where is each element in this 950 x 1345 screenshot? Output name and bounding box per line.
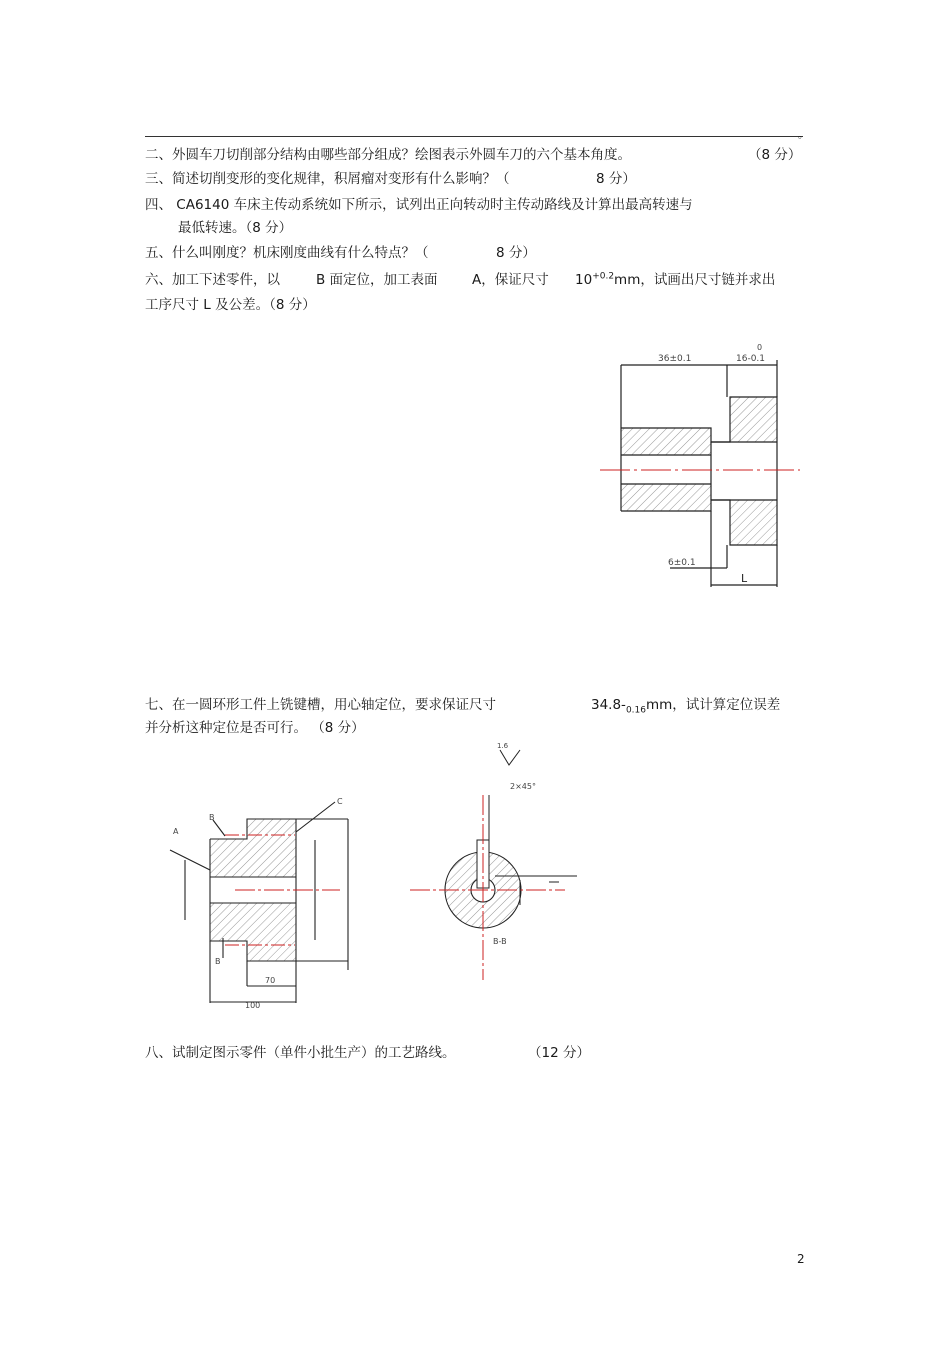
figure-2-label-A: A	[173, 827, 179, 836]
question-7-dim-base: 34.8-	[591, 697, 626, 713]
question-6-part-1: 六、加工下述零件，以	[145, 272, 280, 288]
question-2-text: 二、外圆车刀切削部分结构由哪些部分组成？绘图表示外圆车刀的六个基本角度。	[145, 147, 631, 163]
question-6-surface: A，保证尺寸	[472, 272, 549, 288]
question-6-line-2: 工序尺寸 L 及公差。（8 分）	[145, 297, 316, 313]
figure-2-label-C: C	[337, 797, 343, 806]
figure-2-drawing	[165, 740, 595, 1010]
figure-1-dim-16: 16-0.1	[736, 354, 766, 364]
figure-2-chamfer: 2×45°	[510, 782, 536, 791]
question-6-dim-tol: +0.2	[592, 271, 615, 282]
figure-1-dim-36: 36±0.1	[658, 354, 692, 364]
question-4-line-1: 四、 CA6140 车床主传动系统如下所示，试列出正向转动时主传动路线及计算出最高转速与	[145, 197, 693, 213]
question-8-text: 八、试制定图示零件（单件小批生产）的工艺路线。	[145, 1045, 456, 1061]
question-6-dim-base: 10	[575, 272, 593, 288]
figure-2-dim-100: 100	[245, 1001, 261, 1010]
question-5-text: 五、什么叫刚度？机床刚度曲线有什么特点？（	[145, 245, 429, 261]
header-rule	[145, 136, 803, 137]
header-corner-mark: 。	[798, 130, 808, 141]
question-5-points: 8 分）	[496, 245, 536, 261]
question-7-line-2: 并分析这种定位是否可行。 （8 分）	[145, 720, 365, 736]
question-4-line-2: 最低转速。（8 分）	[178, 220, 293, 236]
figure-2-roughness: 1.6	[497, 742, 509, 750]
question-8-points: （12 分）	[528, 1045, 590, 1061]
question-3-points: 8 分）	[596, 171, 636, 187]
question-7-part-1: 七、在一圆环形工件上铣键槽，用心轴定位，要求保证尺寸	[145, 697, 496, 713]
question-2-points: （8 分）	[748, 147, 802, 163]
figure-2-dim-70: 70	[265, 976, 276, 985]
figure-1-dim-L: L	[741, 572, 748, 585]
figure-2-section-label: B-B	[493, 937, 507, 946]
question-7-part-2: mm，试计算定位误差	[645, 697, 781, 713]
question-6-dimension	[575, 271, 775, 289]
figure-2-label-B-top: B	[209, 813, 215, 822]
figure-1-dim-6: 6±0.1	[668, 558, 696, 568]
question-3-text: 三、简述切削变形的变化规律，积屑瘤对变形有什么影响？（	[145, 171, 510, 187]
figure-1-dim-16-upper: 0	[757, 343, 763, 352]
question-6-part-2: mm，试画出尺寸链并求出	[614, 272, 776, 288]
figure-2-label-B-bottom: B	[215, 957, 221, 966]
figure-1-drawing	[590, 335, 820, 595]
question-6-datum: B 面定位，加工表面	[316, 272, 438, 288]
question-7-dim-tol: 0.16	[625, 705, 646, 716]
question-7-dimension	[591, 696, 780, 714]
page-number: 2	[797, 1252, 805, 1266]
